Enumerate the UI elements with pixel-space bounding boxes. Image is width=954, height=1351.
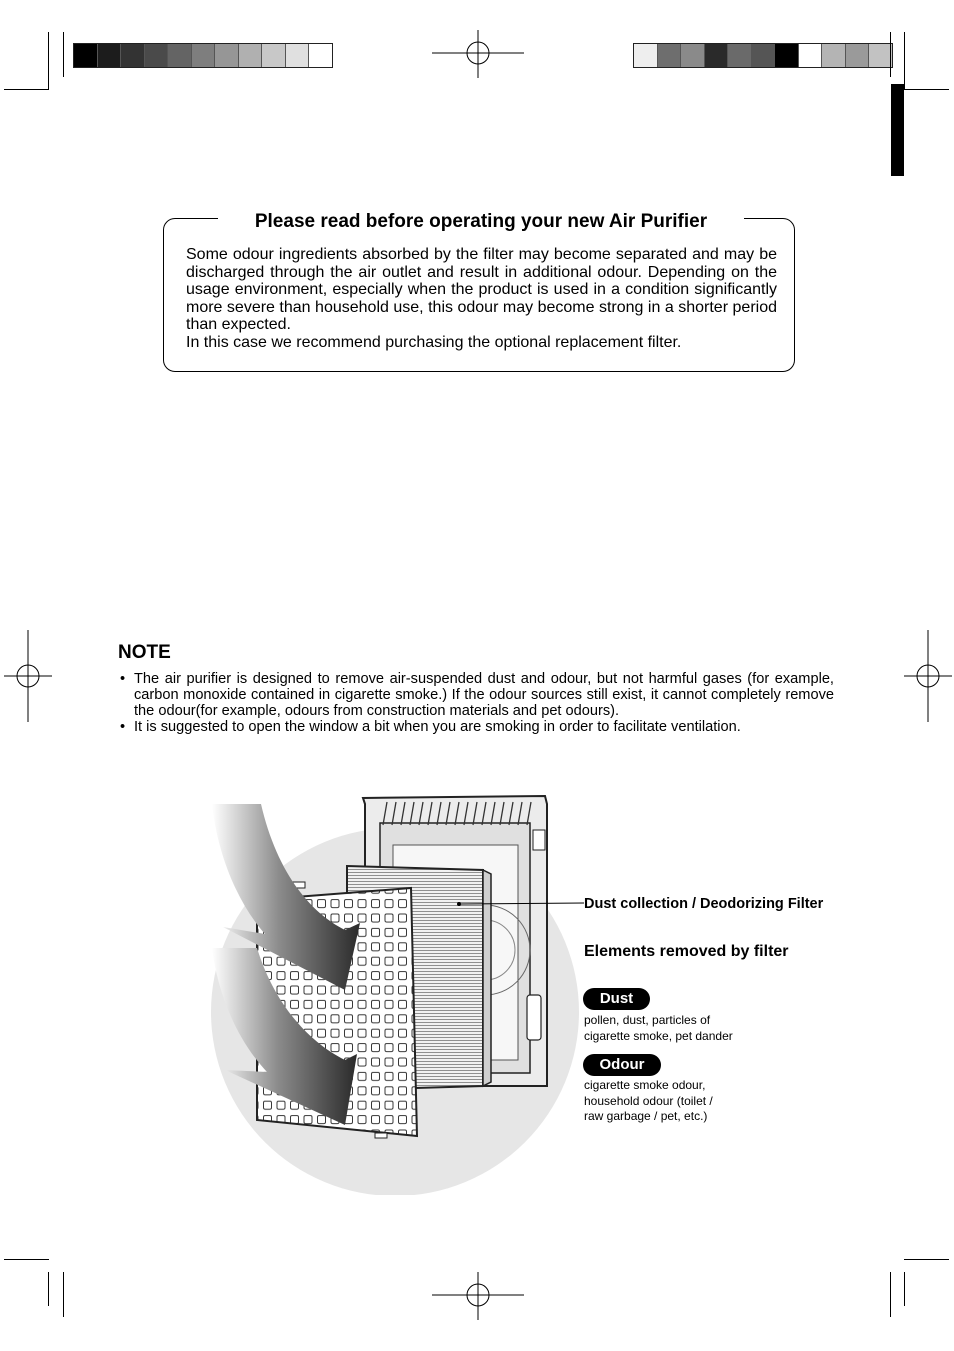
- color-swatch: [74, 44, 98, 67]
- color-swatch: [262, 44, 286, 67]
- left-color-bar: [73, 43, 333, 68]
- color-swatch: [681, 44, 705, 67]
- section-tab-marker: [891, 84, 904, 176]
- color-swatch: [215, 44, 239, 67]
- crop-mark: [904, 1272, 905, 1306]
- notice-title: Please read before operating your new Air Purifier: [218, 208, 744, 236]
- color-swatch: [168, 44, 192, 67]
- crop-mark: [904, 32, 905, 90]
- note-item: • It is suggested to open the window a bit when you are smoking in order to facilitate ventilation.: [118, 719, 834, 735]
- crop-mark: [63, 32, 64, 77]
- color-swatch: [775, 44, 799, 67]
- registration-target-left: [4, 630, 52, 722]
- filter-label: Dust collection / Deodorizing Filter: [584, 896, 824, 912]
- color-swatch: [192, 44, 216, 67]
- crop-mark: [4, 1259, 49, 1260]
- color-swatch: [728, 44, 752, 67]
- elements-heading: Elements removed by filter: [584, 943, 789, 960]
- color-swatch: [869, 44, 892, 67]
- notice-paragraph: Some odour ingredients absorbed by the filter may become separated and may be discharged through the air outlet and result in additional odour. Depending on the usage environment, especially when the product is used in a condition significantly more severe than household use, this odour may become strong in a shorter period than expected.: [186, 246, 777, 334]
- color-swatch: [846, 44, 870, 67]
- crop-mark: [4, 89, 49, 90]
- notice-paragraph: In this case we recommend purchasing the optional replacement filter.: [186, 333, 682, 351]
- color-swatch: [634, 44, 658, 67]
- color-swatch: [145, 44, 169, 67]
- notice-body: [186, 246, 777, 352]
- right-color-bar: [633, 43, 893, 68]
- crop-mark: [890, 1272, 891, 1317]
- color-swatch: [239, 44, 263, 67]
- registration-target-bottom: [432, 1272, 524, 1320]
- crop-mark: [890, 32, 891, 77]
- registration-target-right: [904, 630, 952, 722]
- color-swatch: [705, 44, 729, 67]
- odour-badge: Odour: [583, 1054, 661, 1076]
- leader-line: [460, 900, 584, 908]
- color-swatch: [752, 44, 776, 67]
- note-item: • The air purifier is designed to remove air-suspended dust and odour, but not harmful gases (for example, carbon monoxide contained in cigarette smoke.) If the odour sources still exist, it cannot completely remove the odour(for example, odours from construction materials and pet odours).: [118, 671, 834, 719]
- air-purifier-illustration: [195, 790, 595, 1195]
- registration-target-top: [432, 30, 524, 78]
- color-swatch: [98, 44, 122, 67]
- note-list: [118, 671, 834, 735]
- color-swatch: [121, 44, 145, 67]
- odour-description: cigarette smoke odour, household odour (toilet / raw garbage / pet, etc.): [584, 1078, 713, 1123]
- color-swatch: [822, 44, 846, 67]
- crop-mark: [63, 1272, 64, 1317]
- dust-description: pollen, dust, particles of cigarette smoke, pet dander: [584, 1013, 733, 1043]
- color-swatch: [658, 44, 682, 67]
- crop-mark: [48, 32, 49, 90]
- color-swatch: [309, 44, 332, 67]
- note-heading: NOTE: [118, 642, 171, 663]
- color-swatch: [799, 44, 823, 67]
- crop-mark: [904, 1259, 949, 1260]
- crop-mark: [904, 89, 949, 90]
- color-swatch: [286, 44, 310, 67]
- dust-badge: Dust: [583, 988, 650, 1010]
- crop-mark: [48, 1272, 49, 1306]
